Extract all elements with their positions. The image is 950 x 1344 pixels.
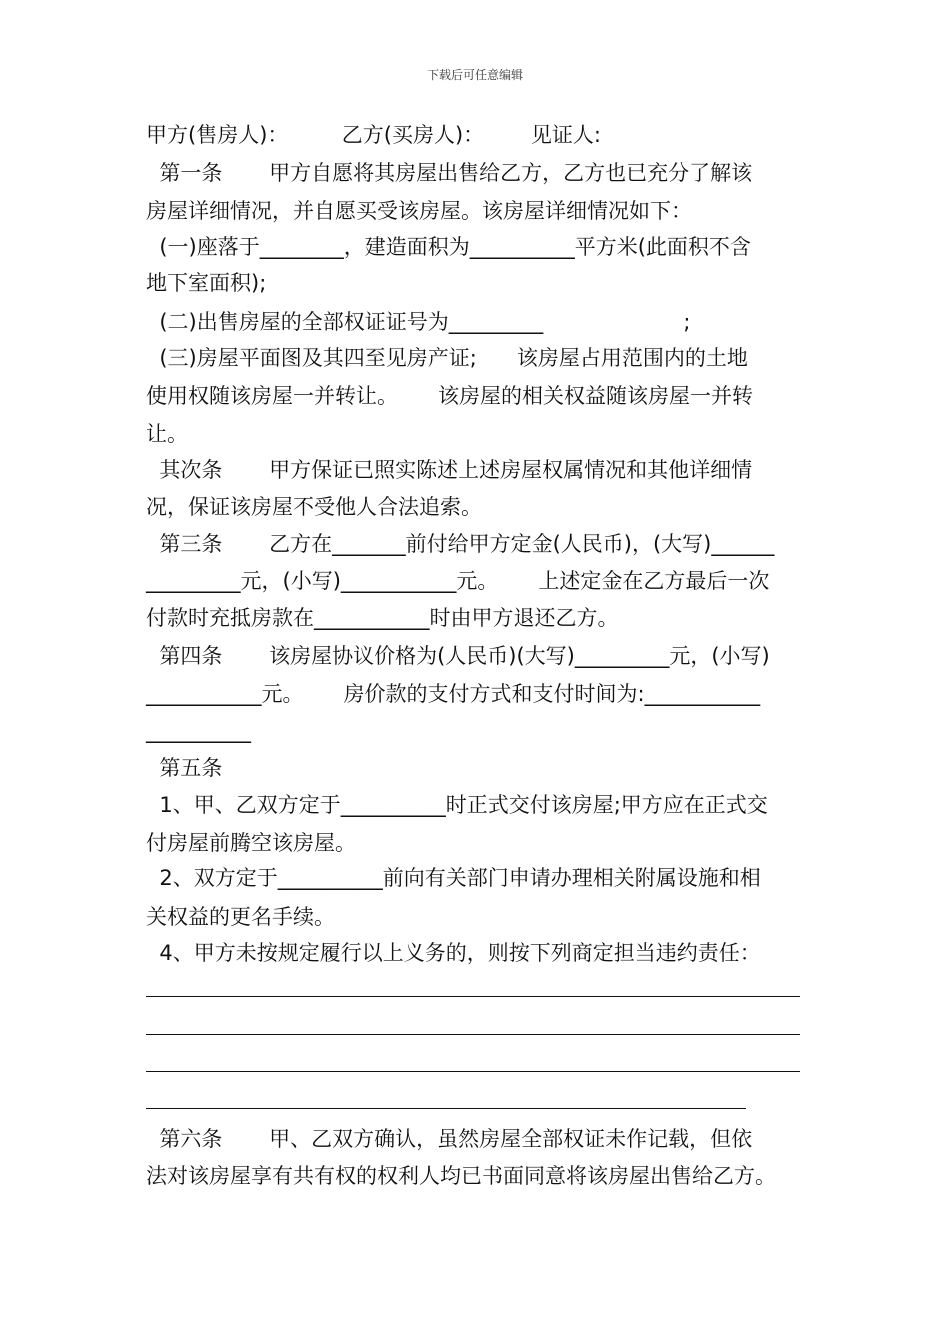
clause-4-line-2: ___________元。 房价款的支付方式和支付时间为:___________ [146,682,761,706]
page-header: 下载后可任意编辑 [426,68,523,82]
blank-line-1 [146,996,800,997]
clause-3-line-3: 付款时充抵房款在___________时由甲方退还乙方。 [146,606,619,630]
clause-1-item-3-line-1: (三)房屋平面图及其四至见房产证; 该房屋占用范围内的土地 [146,346,748,370]
clause-4-line-3: __________ [146,719,251,743]
blank-line-4 [146,1108,746,1109]
clause-1-item-1-line-2: 地下室面积); [146,271,267,295]
clause-3-line-2: _________元，(小写)___________元。 上述定金在乙方最后一次 [146,569,770,593]
clause-1-item-2: (二)出售房屋的全部权证证号为_________ ; [146,310,691,334]
clause-5-item-1-line-1: 1、甲、乙双方定于__________时正式交付该房屋;甲方应在正式交 [146,793,768,817]
clause-5-heading: 第五条 [146,756,223,780]
clause-1-item-1-line-1: (一)座落于________，建造面积为__________平方米(此面积不含 [146,235,751,259]
parties-line: 甲方(售房人)： 乙方(买房人)： 见证人: [146,123,601,147]
clause-1-line-1: 第一条 甲方自愿将其房屋出售给乙方，乙方也已充分了解该 [146,161,753,185]
clause-5-item-2-line-2: 关权益的更名手续。 [146,905,335,929]
clause-5-item-1-line-2: 付房屋前腾空该房屋。 [146,831,356,855]
clause-4-line-1: 第四条 该房屋协议价格为(人民币)(大写)_________元，(小写) [146,644,770,668]
clause-6-line-1: 第六条 甲、乙双方确认，虽然房屋全部权证未作记载，但依 [146,1127,753,1151]
clause-2-line-2: 况，保证该房屋不受他人合法追索。 [146,495,482,519]
clause-1-line-2: 房屋详细情况，并自愿买受该房屋。该房屋详细情况如下： [146,199,692,223]
clause-1-item-3-line-3: 让。 [146,422,188,446]
clause-2-line-1: 其次条 甲方保证已照实陈述上述房屋权属情况和其他详细情 [146,458,753,482]
blank-line-2 [146,1034,800,1035]
clause-5-item-4: 4、甲方未按规定履行以上义务的，则按下列商定担当违约责任： [146,941,761,965]
clause-3-line-1: 第三条 乙方在_______前付给甲方定金(人民币)，(大写)______ [146,532,775,556]
blank-line-3 [146,1071,800,1072]
clause-6-line-2: 法对该房屋享有共有权的权利人均已书面同意将该房屋出售给乙方。 [146,1164,776,1188]
clause-5-item-2-line-1: 2、双方定于__________前向有关部门申请办理相关附属设施和相 [146,866,761,890]
clause-1-item-3-line-2: 使用权随该房屋一并转让。 该房屋的相关权益随该房屋一并转 [146,384,754,408]
